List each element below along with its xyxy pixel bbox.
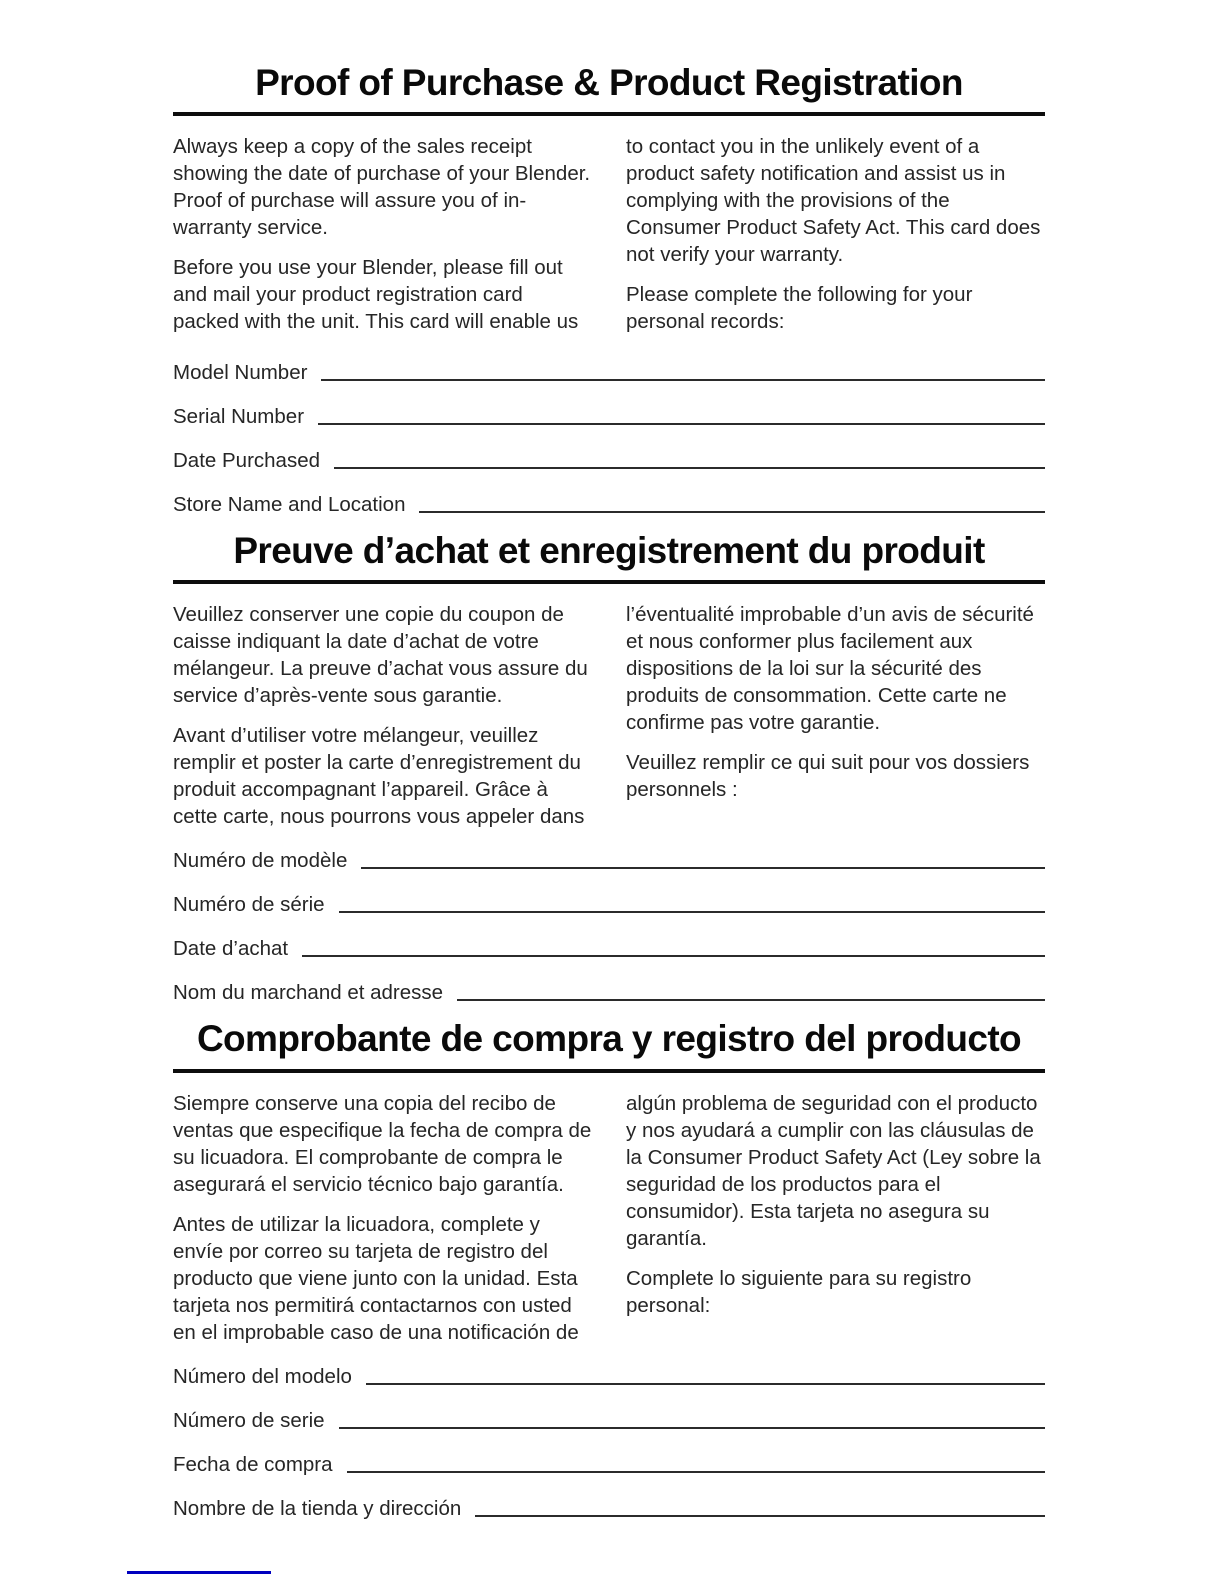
field-blank-line — [339, 911, 1045, 913]
section-french — [173, 530, 1045, 1006]
field-fecha-de-compra — [173, 1451, 1045, 1478]
field-label: Date d’achat — [173, 937, 289, 961]
field-numero-de-serie-es — [173, 1407, 1045, 1434]
field-label: Store Name and Location — [173, 492, 406, 516]
body-paragraph: Veuillez conserver une copie du coupon de caisse indiquant la date d’achat de votre mélangeur. La preuve d’achat vous assure du service d’après-vente sous garantie. — [173, 603, 588, 708]
section-english — [173, 62, 1045, 518]
body-paragraph: Siempre conserve una copia del recibo de ventas que especifique la fecha de compra de su licuadora. El comprobante de compra le asegurará el servicio técnico bajo garantía. — [173, 1091, 592, 1196]
field-model-number — [173, 359, 1045, 386]
field-blank-line — [366, 1383, 1045, 1385]
body-paragraph: Avant d’utiliser votre mélangeur, veuillez remplir et poster la carte d’enregistrement du produit accompagnant l’appareil. Grâce à cette carte, nous pourrons vous appeler dans l’éventualité improbable d’un avis de sécurité et nous conformer plus facilement aux dispositions de la loi sur la sécurité des produits de consommation. Cette carte ne confirme pas votre garantie. — [173, 603, 1034, 829]
field-numero-de-modele — [173, 847, 1045, 874]
field-blank-line — [419, 511, 1045, 513]
field-label: Numéro de modèle — [173, 849, 348, 873]
field-label: Date Purchased — [173, 448, 321, 472]
section-title-spanish: Comprobante de compra y registro del producto — [196, 1018, 1022, 1060]
title-rule — [173, 580, 1045, 584]
field-store-name-location — [173, 491, 1045, 518]
field-numero-de-serie — [173, 891, 1045, 918]
body-paragraph: Please complete the following for your personal records: — [626, 283, 973, 334]
field-numero-del-modelo — [173, 1363, 1045, 1390]
field-blank-line — [347, 1471, 1045, 1473]
field-label: Model Number — [173, 360, 308, 384]
field-nom-du-marchand — [173, 979, 1045, 1006]
field-blank-line — [475, 1515, 1045, 1517]
form-fields-english — [173, 359, 1045, 518]
field-blank-line — [302, 955, 1045, 957]
field-label: Número del modelo — [173, 1364, 352, 1388]
field-blank-line — [457, 999, 1045, 1001]
field-blank-line — [334, 467, 1045, 469]
field-nombre-de-la-tienda — [173, 1495, 1045, 1522]
footer-blue-line — [127, 1571, 271, 1574]
body-paragraph: Veuillez remplir ce qui suit pour vos dossiers personnels : — [626, 751, 1030, 802]
form-fields-french — [173, 847, 1045, 1006]
field-date-achat — [173, 935, 1045, 962]
section-spanish — [173, 1018, 1045, 1521]
field-blank-line — [318, 423, 1045, 425]
field-date-purchased — [173, 447, 1045, 474]
title-rule — [173, 1069, 1045, 1073]
field-label: Número de serie — [173, 1408, 325, 1432]
form-fields-spanish — [173, 1363, 1045, 1522]
body-text-spanish — [173, 1090, 1045, 1346]
section-title-english: Proof of Purchase & Product Registration — [255, 62, 963, 103]
field-blank-line — [321, 379, 1045, 381]
field-label: Fecha de compra — [173, 1452, 333, 1476]
body-paragraph: Complete lo siguiente para su registro personal: — [626, 1266, 972, 1317]
field-label: Numéro de série — [173, 893, 325, 917]
section-title-french: Preuve d’achat et enregistrement du produit — [233, 529, 985, 571]
field-serial-number — [173, 403, 1045, 430]
field-blank-line — [361, 867, 1045, 869]
title-rule — [173, 112, 1045, 116]
body-paragraph: Antes de utilizar la licuadora, complete y envíe por correo su tarjeta de registro del producto que viene junto con la unidad. Esta tarjeta nos permitirá contactarnos con usted en el improbable caso de una notificación de algún problema de seguridad con el producto y nos ayudará a cumplir con las cláusulas de la Consumer Product Safety Act (Ley sobre la seguridad de los productos para el consumidor). Esta tarjeta no asegura su garantía. — [173, 1091, 1041, 1344]
field-label: Nom du marchand et adresse — [173, 981, 444, 1005]
body-text-english — [173, 133, 1045, 342]
body-paragraph: Always keep a copy of the sales receipt showing the date of purchase of your Blender. Proof of purchase will assure you of in-warranty service. — [173, 135, 591, 240]
field-blank-line — [339, 1427, 1045, 1429]
field-label: Nombre de la tienda y dirección — [173, 1496, 462, 1520]
field-label: Serial Number — [173, 404, 305, 428]
body-paragraph: Before you use your Blender, please fill out and mail your product registration card packed with the unit. This card will enable us to contact you in the unlikely event of a product safety notification and assist us in complying with the provisions of the Consumer Product Safety Act. This card does not verify your warranty. — [173, 135, 1041, 334]
body-text-french — [173, 601, 1045, 830]
